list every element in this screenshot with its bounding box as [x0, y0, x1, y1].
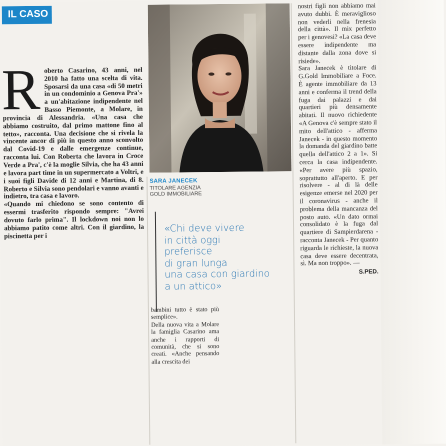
article-body-start — [1, 56, 146, 241]
section-tag: IL CASO — [2, 6, 52, 25]
article-text-left: bambini tutto è stato più semplice». Della nuova vita a Molare la famiglia Casarino ama anche i rapporti di comunità, che si sono creati. «Anche pensando alla crescita dei — [150, 306, 220, 366]
article-text: nostri figli non abbiamo mai avuto dubbi. È meraviglioso non vederli nella frenesia della città». Il mix perfetto per i genovesi? «La casa deve essere indipendente ma distante dalla zona dove si risiede». Sara Janecek è titolare di G.Gold Immobiliare a Foce. È agente immobiliare da 13 anni e conferma il trend della fuga dai palazzi e dai quartieri più densamente abitati. Il nuovo richiedente «A Genova c'è sempre stato il mito dell'attico - afferma Janecek - in questo momento la domanda del giardino batte quella dell'attico 2 a 1». Si cerca la casa indipendente. «Per avere più spazio, soprattutto all'aperto. E per risolvere - al di là delle esigenze emerse nel 2020 per il coronavirus - anche il problema della mancanza del posto auto. «Un dato ormai consolidato è la fuga dal quartiere di Sampierdarena - racconta Janecek - Per quanto riguarda le richieste, la nuova casa deve essere decentrata, sì. Ma non troppo». — — [297, 2, 379, 268]
article-text: oberto Casarino, 43 anni, nel 2010 ha fatto una scelta di vita. Sposarsi da una casa «di 50 metri in un condominio a Genova Pra'» a un'abitazione indipendente nel Basso Piemonte, a Molare, in provincia di Alessandria. «Una casa che abbiamo costruito, dal primo mattone fino al tetto», racconta. Una decisione che si rivela la vincente ancor di più in questo anno sconvolto dal Covid-19 e dalle emergenze continue, racconta lui. Con Roberta che lavora in Croce Verde a Pra', c'è la moglie Silvia, che ha 43 anni e lavora part time in un supermercato a Voltri, e i suoi figli Davide di 12 anni e Martina, di 8. Roberto e Silvia sono pendolari e vanno avanti e indietro, tra casa e lavoro. «Quando mi chiedono se sono contento di essermi trasferito rispondo sempre: "Avrei dovuto farlo prima". Il lockdown noi non lo abbiamo patito come altri. Con il giardino, la piscinetta per i — [2, 66, 145, 240]
article-column-1 — [2, 5, 149, 446]
portrait-photo — [148, 3, 292, 172]
page-margin — [378, 0, 446, 444]
photo-caption-and-quote-column — [150, 177, 295, 440]
drop-cap: R — [1, 56, 41, 123]
author-signature: S.PED. — [358, 269, 379, 276]
article-column-3 — [294, 2, 381, 443]
caption-name: SARA JANECEK — [149, 178, 198, 185]
portrait-image — [148, 3, 292, 172]
caption-role: TITOLARE AGENZIA GOLD IMMOBILIARE — [149, 185, 202, 198]
pull-quote — [150, 210, 293, 311]
pull-quote-text: «Chi deve vivere in città oggi preferisce di gran lunga una casa con giardino a un attico» — [164, 222, 270, 293]
